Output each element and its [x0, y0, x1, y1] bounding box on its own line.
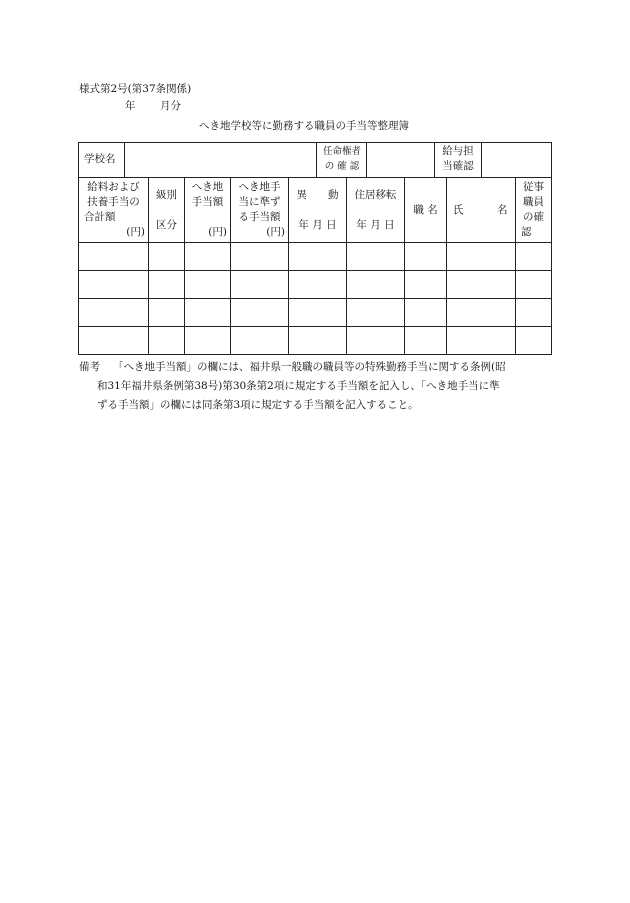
grade-line2: 区分	[156, 219, 177, 231]
month-label: 月分	[160, 100, 181, 112]
duty-line2: 職員	[523, 196, 544, 208]
transfer-line2: 年 月 日	[298, 219, 337, 231]
year-label: 年	[125, 100, 136, 112]
duty-line3: の確	[523, 211, 544, 223]
quasi-line3: る手当額	[238, 211, 281, 223]
salary-confirm-line1: 給与担	[442, 145, 474, 157]
school-name-label: 学校名	[84, 153, 116, 165]
moving-line2: 年 月 日	[356, 219, 395, 231]
remote-unit: (円)	[208, 226, 227, 238]
total-line1: 給料および	[87, 181, 140, 193]
duty-line4: 認	[521, 226, 532, 238]
total-line3: 合計額	[84, 211, 116, 223]
remote-line2: 手当額	[191, 196, 224, 208]
quasi-line2: 当に準ず	[238, 196, 281, 208]
moving-line1: 住居移転	[354, 189, 397, 201]
total-line2: 扶養手当の	[87, 196, 140, 208]
remarks-label: 備考	[79, 361, 100, 373]
grade-line1: 級別	[156, 189, 177, 201]
column-header-position: 職 名	[413, 204, 438, 216]
page-title: へき地学校等に勤務する職員の手当等整理簿	[199, 120, 409, 132]
duty-line1: 従事	[523, 181, 544, 193]
transfer-line1: 異 動	[296, 189, 339, 201]
appointer-confirm-line1: 任命権者	[322, 146, 361, 157]
quasi-unit: (円)	[266, 226, 285, 238]
remarks-line3: ずる手当額」の欄には同条第3項に規定する手当額を記入すること。	[97, 399, 419, 411]
name-label-1: 氏	[453, 204, 464, 216]
quasi-line1: へき地手	[238, 181, 281, 193]
name-label-2: 名	[497, 204, 508, 216]
remarks-line2: 和31年福井県条例第38号)第30条第2項に規定する手当額を記入し、「へき地手当に準	[97, 380, 500, 392]
remarks-line1: 「へき地手当額」の欄には、福井県一般職の職員等の特殊勤務手当に関する条例(昭	[113, 361, 506, 373]
form-number: 様式第2号(第37条関係)	[79, 83, 192, 95]
total-unit: (円)	[126, 226, 145, 238]
remote-line1: へき地	[191, 181, 224, 193]
appointer-confirm-line2: の 確 認	[324, 161, 360, 172]
salary-confirm-line2: 当確認	[442, 160, 474, 172]
